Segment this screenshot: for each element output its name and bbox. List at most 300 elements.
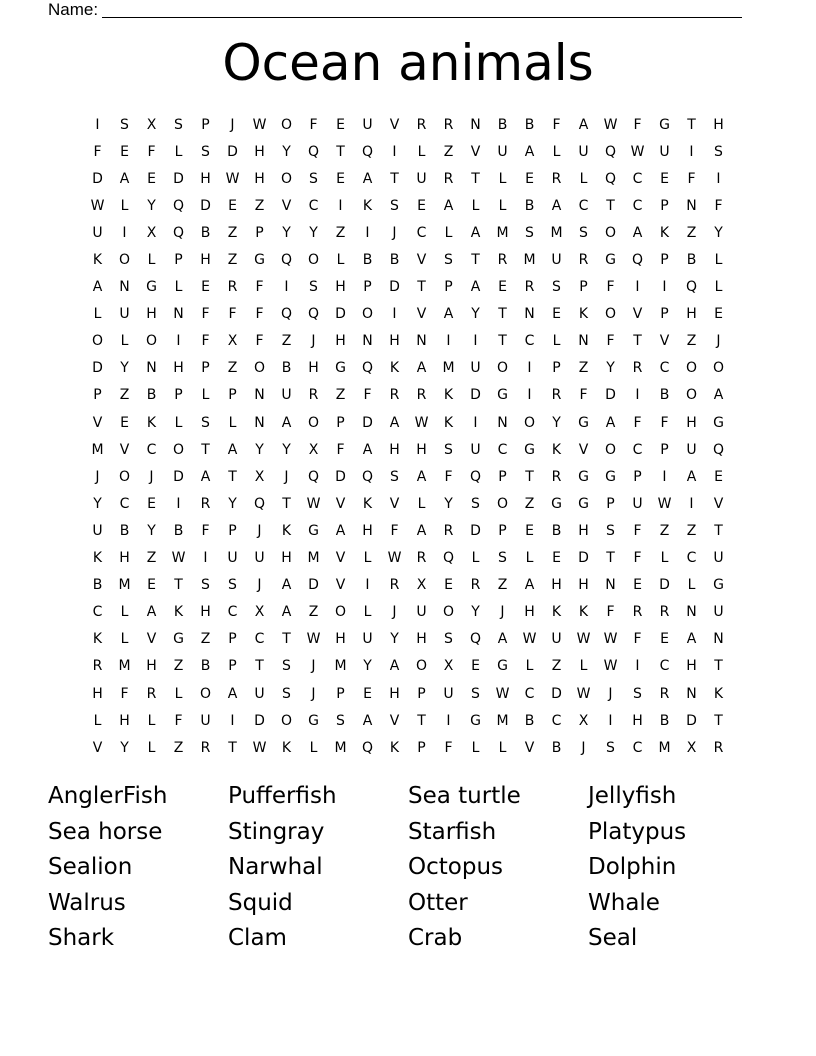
- grid-letter: D: [362, 414, 373, 431]
- grid-letter: L: [660, 550, 669, 567]
- grid-letter: P: [633, 468, 642, 485]
- grid-letter: V: [578, 441, 589, 458]
- grid-letter: A: [281, 604, 292, 621]
- grid-letter: Q: [604, 143, 617, 160]
- grid-letter: L: [228, 414, 237, 431]
- grid-letter: V: [119, 441, 130, 458]
- grid-letter: R: [416, 387, 427, 404]
- grid-letter: U: [254, 685, 265, 702]
- grid-letter: F: [633, 522, 642, 539]
- grid-letter: N: [578, 333, 589, 350]
- grid-letter: P: [606, 495, 615, 512]
- grid-letter: I: [689, 495, 694, 512]
- grid-letter: S: [120, 116, 129, 133]
- grid-letter: L: [120, 631, 129, 648]
- grid-letter: Q: [361, 360, 374, 377]
- grid-letter: T: [714, 712, 723, 729]
- word-list-item: Sealion: [48, 854, 133, 880]
- grid-letter: B: [200, 224, 211, 241]
- grid-letter: K: [659, 224, 670, 241]
- grid-letter: R: [443, 116, 454, 133]
- grid-letter: Y: [228, 495, 237, 512]
- grid-letter: N: [254, 387, 265, 404]
- word-list-item: Jellyfish: [588, 783, 677, 809]
- grid-letter: M: [523, 252, 536, 269]
- grid-letter: G: [524, 441, 535, 458]
- grid-letter: Y: [606, 360, 615, 377]
- grid-letter: L: [120, 197, 129, 214]
- grid-letter: E: [714, 306, 723, 323]
- grid-letter: U: [578, 143, 589, 160]
- grid-letter: F: [606, 279, 615, 296]
- grid-letter: Y: [552, 414, 561, 431]
- grid-letter: Z: [227, 252, 238, 269]
- grid-letter: U: [659, 143, 670, 160]
- page-title: Ocean animals: [222, 34, 594, 92]
- grid-letter: Q: [280, 252, 293, 269]
- grid-letter: I: [635, 658, 640, 675]
- grid-letter: F: [633, 116, 642, 133]
- grid-letter: L: [444, 224, 453, 241]
- grid-letter: F: [633, 414, 642, 431]
- grid-letter: F: [444, 468, 453, 485]
- grid-letter: G: [173, 631, 184, 648]
- grid-letter: J: [257, 577, 262, 594]
- grid-letter: Q: [280, 306, 293, 323]
- grid-letter: J: [311, 685, 316, 702]
- grid-letter: W: [171, 550, 186, 567]
- grid-row: [84, 463, 732, 490]
- grid-letter: U: [470, 360, 481, 377]
- grid-letter: S: [471, 685, 480, 702]
- grid-letter: Z: [119, 387, 130, 404]
- grid-letter: P: [660, 306, 669, 323]
- grid-letter: X: [308, 441, 319, 458]
- grid-letter: O: [496, 360, 509, 377]
- grid-letter: V: [335, 495, 346, 512]
- grid-letter: D: [578, 550, 589, 567]
- grid-row: [84, 707, 732, 734]
- grid-row: [84, 138, 732, 165]
- grid-letter: I: [446, 333, 451, 350]
- grid-letter: L: [417, 495, 426, 512]
- grid-letter: W: [306, 631, 321, 648]
- grid-letter: L: [552, 143, 561, 160]
- grid-row: [84, 734, 732, 761]
- letter-grid: [84, 111, 732, 761]
- word-list-item: Walrus: [48, 889, 126, 916]
- grid-letter: W: [306, 495, 321, 512]
- word-list-item: Platypus: [588, 818, 687, 845]
- grid-letter: R: [308, 387, 319, 404]
- grid-letter: Q: [307, 143, 320, 160]
- grid-letter: D: [92, 360, 103, 377]
- grid-letter: N: [686, 197, 697, 214]
- grid-letter: U: [443, 685, 454, 702]
- grid-letter: I: [338, 197, 343, 214]
- grid-letter: F: [633, 631, 642, 648]
- grid-letter: V: [470, 143, 481, 160]
- grid-letter: S: [201, 577, 210, 594]
- grid-letter: R: [389, 577, 400, 594]
- grid-letter: U: [470, 441, 481, 458]
- grid-letter: S: [309, 170, 318, 187]
- grid-letter: L: [471, 739, 480, 756]
- grid-letter: H: [389, 441, 400, 458]
- grid-letter: L: [309, 739, 318, 756]
- grid-letter: K: [92, 550, 103, 567]
- word-list-item: Stingray: [228, 818, 325, 845]
- grid-letter: E: [552, 306, 561, 323]
- grid-letter: R: [200, 739, 211, 756]
- grid-letter: A: [92, 279, 103, 296]
- grid-letter: A: [470, 224, 481, 241]
- grid-letter: Z: [173, 658, 184, 675]
- grid-letter: U: [632, 495, 643, 512]
- grid-letter: R: [146, 685, 157, 702]
- grid-letter: D: [173, 170, 184, 187]
- grid-letter: P: [660, 441, 669, 458]
- grid-letter: I: [365, 224, 370, 241]
- word-list-item: Octopus: [408, 854, 503, 880]
- grid-letter: B: [146, 387, 157, 404]
- grid-letter: P: [363, 279, 372, 296]
- grid-letter: H: [200, 604, 211, 621]
- grid-letter: I: [662, 279, 667, 296]
- grid-letter: A: [416, 468, 427, 485]
- grid-letter: N: [470, 116, 481, 133]
- grid-letter: G: [254, 252, 265, 269]
- grid-letter: F: [201, 333, 210, 350]
- grid-letter: J: [257, 522, 262, 539]
- grid-letter: Q: [685, 279, 698, 296]
- grid-letter: L: [147, 712, 156, 729]
- grid-letter: S: [714, 143, 723, 160]
- grid-letter: L: [498, 739, 507, 756]
- grid-letter: H: [578, 577, 589, 594]
- grid-letter: G: [308, 712, 319, 729]
- grid-letter: I: [95, 116, 100, 133]
- grid-letter: E: [633, 577, 642, 594]
- grid-letter: E: [471, 658, 480, 675]
- grid-letter: P: [228, 631, 237, 648]
- grid-letter: M: [307, 550, 320, 567]
- grid-letter: S: [336, 712, 345, 729]
- grid-letter: F: [390, 522, 399, 539]
- grid-letter: W: [252, 739, 267, 756]
- grid-letter: S: [282, 658, 291, 675]
- grid-letter: E: [660, 631, 669, 648]
- grid-letter: Q: [604, 170, 617, 187]
- grid-letter: G: [605, 252, 616, 269]
- grid-letter: S: [606, 522, 615, 539]
- grid-letter: K: [146, 414, 157, 431]
- grid-letter: I: [122, 224, 127, 241]
- grid-letter: V: [632, 306, 643, 323]
- grid-letter: P: [336, 685, 345, 702]
- grid-letter: R: [200, 495, 211, 512]
- grid-letter: Q: [712, 441, 725, 458]
- grid-letter: K: [92, 631, 103, 648]
- grid-letter: M: [334, 739, 347, 756]
- grid-letter: M: [442, 360, 455, 377]
- grid-letter: C: [551, 712, 562, 729]
- grid-letter: H: [686, 306, 697, 323]
- grid-letter: I: [176, 333, 181, 350]
- grid-letter: L: [525, 658, 534, 675]
- grid-letter: S: [525, 224, 534, 241]
- grid-letter: A: [281, 414, 292, 431]
- grid-letter: Y: [309, 224, 318, 241]
- grid-letter: Y: [471, 306, 480, 323]
- grid-letter: S: [633, 685, 642, 702]
- grid-letter: L: [174, 143, 183, 160]
- grid-letter: H: [686, 658, 697, 675]
- grid-letter: B: [524, 197, 535, 214]
- grid-letter: D: [605, 387, 616, 404]
- grid-letter: A: [686, 631, 697, 648]
- grid-letter: A: [362, 170, 373, 187]
- grid-letter: T: [417, 279, 426, 296]
- grid-letter: B: [524, 116, 535, 133]
- grid-letter: H: [524, 604, 535, 621]
- grid-letter: E: [714, 468, 723, 485]
- grid-letter: X: [254, 604, 265, 621]
- grid-letter: R: [470, 577, 481, 594]
- grid-letter: P: [228, 658, 237, 675]
- grid-letter: O: [604, 306, 617, 323]
- grid-letter: X: [443, 658, 454, 675]
- grid-letter: O: [280, 116, 293, 133]
- word-list-item: Dolphin: [588, 854, 677, 880]
- grid-letter: L: [174, 685, 183, 702]
- grid-letter: H: [119, 712, 130, 729]
- grid-letter: B: [524, 712, 535, 729]
- grid-letter: J: [230, 116, 235, 133]
- grid-letter: Q: [253, 495, 266, 512]
- grid-letter: W: [576, 685, 591, 702]
- grid-letter: K: [578, 306, 589, 323]
- grid-letter: K: [281, 739, 292, 756]
- grid-letter: V: [524, 739, 535, 756]
- grid-letter: E: [498, 279, 507, 296]
- grid-letter: B: [92, 577, 103, 594]
- grid-letter: Z: [524, 495, 535, 512]
- grid-letter: S: [471, 495, 480, 512]
- grid-letter: C: [632, 197, 643, 214]
- grid-letter: W: [603, 116, 618, 133]
- grid-row: [84, 382, 732, 409]
- grid-letter: I: [527, 360, 532, 377]
- grid-letter: E: [120, 414, 129, 431]
- grid-letter: Q: [442, 550, 455, 567]
- grid-letter: U: [551, 631, 562, 648]
- name-field: [48, 0, 742, 18]
- grid-letter: V: [389, 495, 400, 512]
- grid-letter: P: [228, 522, 237, 539]
- grid-letter: E: [201, 279, 210, 296]
- grid-letter: S: [444, 252, 453, 269]
- grid-letter: J: [311, 333, 316, 350]
- grid-letter: W: [603, 631, 618, 648]
- grid-letter: D: [227, 143, 238, 160]
- grid-letter: Q: [307, 468, 320, 485]
- grid-letter: P: [660, 197, 669, 214]
- grid-letter: G: [578, 468, 589, 485]
- grid-letter: C: [659, 360, 670, 377]
- grid-letter: T: [633, 333, 642, 350]
- grid-letter: D: [92, 170, 103, 187]
- grid-letter: N: [416, 333, 427, 350]
- grid-letter: P: [201, 116, 210, 133]
- grid-letter: C: [524, 685, 535, 702]
- grid-letter: S: [390, 468, 399, 485]
- grid-letter: F: [633, 550, 642, 567]
- grid-letter: Z: [173, 739, 184, 756]
- grid-letter: R: [497, 252, 508, 269]
- grid-letter: H: [389, 685, 400, 702]
- grid-letter: J: [392, 224, 397, 241]
- grid-letter: C: [686, 550, 697, 567]
- grid-letter: Z: [281, 333, 292, 350]
- grid-letter: W: [387, 550, 402, 567]
- grid-letter: S: [390, 197, 399, 214]
- grid-letter: A: [146, 604, 157, 621]
- grid-letter: O: [172, 441, 185, 458]
- grid-letter: D: [551, 685, 562, 702]
- grid-letter: X: [146, 116, 157, 133]
- grid-letter: U: [92, 522, 103, 539]
- grid-row: [84, 301, 732, 328]
- grid-letter: D: [659, 577, 670, 594]
- grid-letter: F: [201, 522, 210, 539]
- grid-letter: A: [335, 522, 346, 539]
- grid-row: [84, 409, 732, 436]
- grid-letter: U: [551, 252, 562, 269]
- grid-letter: A: [119, 170, 130, 187]
- grid-letter: O: [145, 333, 158, 350]
- grid-letter: Z: [308, 604, 319, 621]
- grid-letter: V: [713, 495, 724, 512]
- grid-letter: T: [606, 197, 615, 214]
- grid-letter: N: [362, 333, 373, 350]
- grid-letter: H: [632, 712, 643, 729]
- grid-letter: F: [444, 739, 453, 756]
- grid-letter: T: [525, 468, 534, 485]
- grid-letter: V: [281, 197, 292, 214]
- grid-letter: I: [527, 387, 532, 404]
- grid-letter: W: [225, 170, 240, 187]
- grid-letter: V: [335, 577, 346, 594]
- grid-letter: J: [581, 739, 586, 756]
- grid-letter: Y: [255, 441, 264, 458]
- grid-letter: Y: [93, 495, 102, 512]
- grid-letter: P: [201, 360, 210, 377]
- grid-letter: F: [255, 333, 264, 350]
- grid-row: [84, 490, 732, 517]
- grid-letter: Z: [443, 143, 454, 160]
- grid-letter: F: [579, 387, 588, 404]
- grid-letter: P: [93, 387, 102, 404]
- grid-letter: G: [470, 712, 481, 729]
- grid-letter: A: [362, 712, 373, 729]
- grid-letter: I: [230, 712, 235, 729]
- grid-letter: A: [227, 441, 238, 458]
- grid-letter: L: [579, 658, 588, 675]
- grid-letter: K: [551, 441, 562, 458]
- grid-row: [84, 517, 732, 544]
- grid-letter: O: [496, 495, 509, 512]
- grid-letter: V: [416, 306, 427, 323]
- grid-letter: K: [362, 197, 373, 214]
- grid-letter: T: [336, 143, 345, 160]
- grid-letter: T: [471, 252, 480, 269]
- grid-letter: I: [635, 387, 640, 404]
- grid-letter: T: [498, 333, 507, 350]
- word-list-item: Pufferfish: [228, 783, 337, 809]
- grid-letter: L: [174, 279, 183, 296]
- grid-letter: H: [254, 143, 265, 160]
- grid-row: [84, 545, 732, 572]
- grid-letter: Y: [282, 441, 291, 458]
- grid-letter: U: [362, 116, 373, 133]
- grid-letter: G: [308, 522, 319, 539]
- grid-row: [84, 246, 732, 273]
- grid-letter: I: [392, 306, 397, 323]
- grid-letter: O: [199, 685, 212, 702]
- grid-letter: F: [201, 306, 210, 323]
- grid-letter: I: [365, 577, 370, 594]
- grid-letter: T: [417, 712, 426, 729]
- grid-letter: U: [416, 604, 427, 621]
- grid-letter: X: [254, 468, 265, 485]
- grid-letter: D: [470, 387, 481, 404]
- grid-letter: F: [309, 116, 318, 133]
- grid-letter: Q: [172, 224, 185, 241]
- grid-letter: E: [336, 170, 345, 187]
- word-list-item: AnglerFish: [48, 783, 168, 809]
- grid-letter: O: [415, 658, 428, 675]
- grid-letter: A: [443, 197, 454, 214]
- grid-letter: M: [118, 658, 131, 675]
- grid-letter: H: [335, 631, 346, 648]
- grid-letter: P: [417, 685, 426, 702]
- grid-letter: Q: [172, 197, 185, 214]
- grid-letter: Y: [147, 197, 156, 214]
- word-list-item: Crab: [408, 925, 463, 951]
- grid-letter: R: [578, 252, 589, 269]
- grid-letter: E: [336, 116, 345, 133]
- grid-letter: U: [713, 550, 724, 567]
- grid-letter: M: [91, 441, 104, 458]
- grid-letter: L: [525, 550, 534, 567]
- grid-letter: U: [254, 550, 265, 567]
- grid-letter: Q: [361, 468, 374, 485]
- grid-letter: C: [632, 441, 643, 458]
- grid-letter: T: [714, 658, 723, 675]
- grid-letter: X: [416, 577, 427, 594]
- grid-letter: U: [281, 387, 292, 404]
- grid-letter: A: [551, 197, 562, 214]
- grid-letter: O: [118, 252, 131, 269]
- grid-letter: N: [713, 631, 724, 648]
- grid-letter: B: [389, 252, 400, 269]
- grid-letter: L: [363, 550, 372, 567]
- grid-letter: O: [307, 414, 320, 431]
- grid-letter: Z: [686, 333, 697, 350]
- grid-letter: N: [119, 279, 130, 296]
- grid-letter: H: [146, 306, 157, 323]
